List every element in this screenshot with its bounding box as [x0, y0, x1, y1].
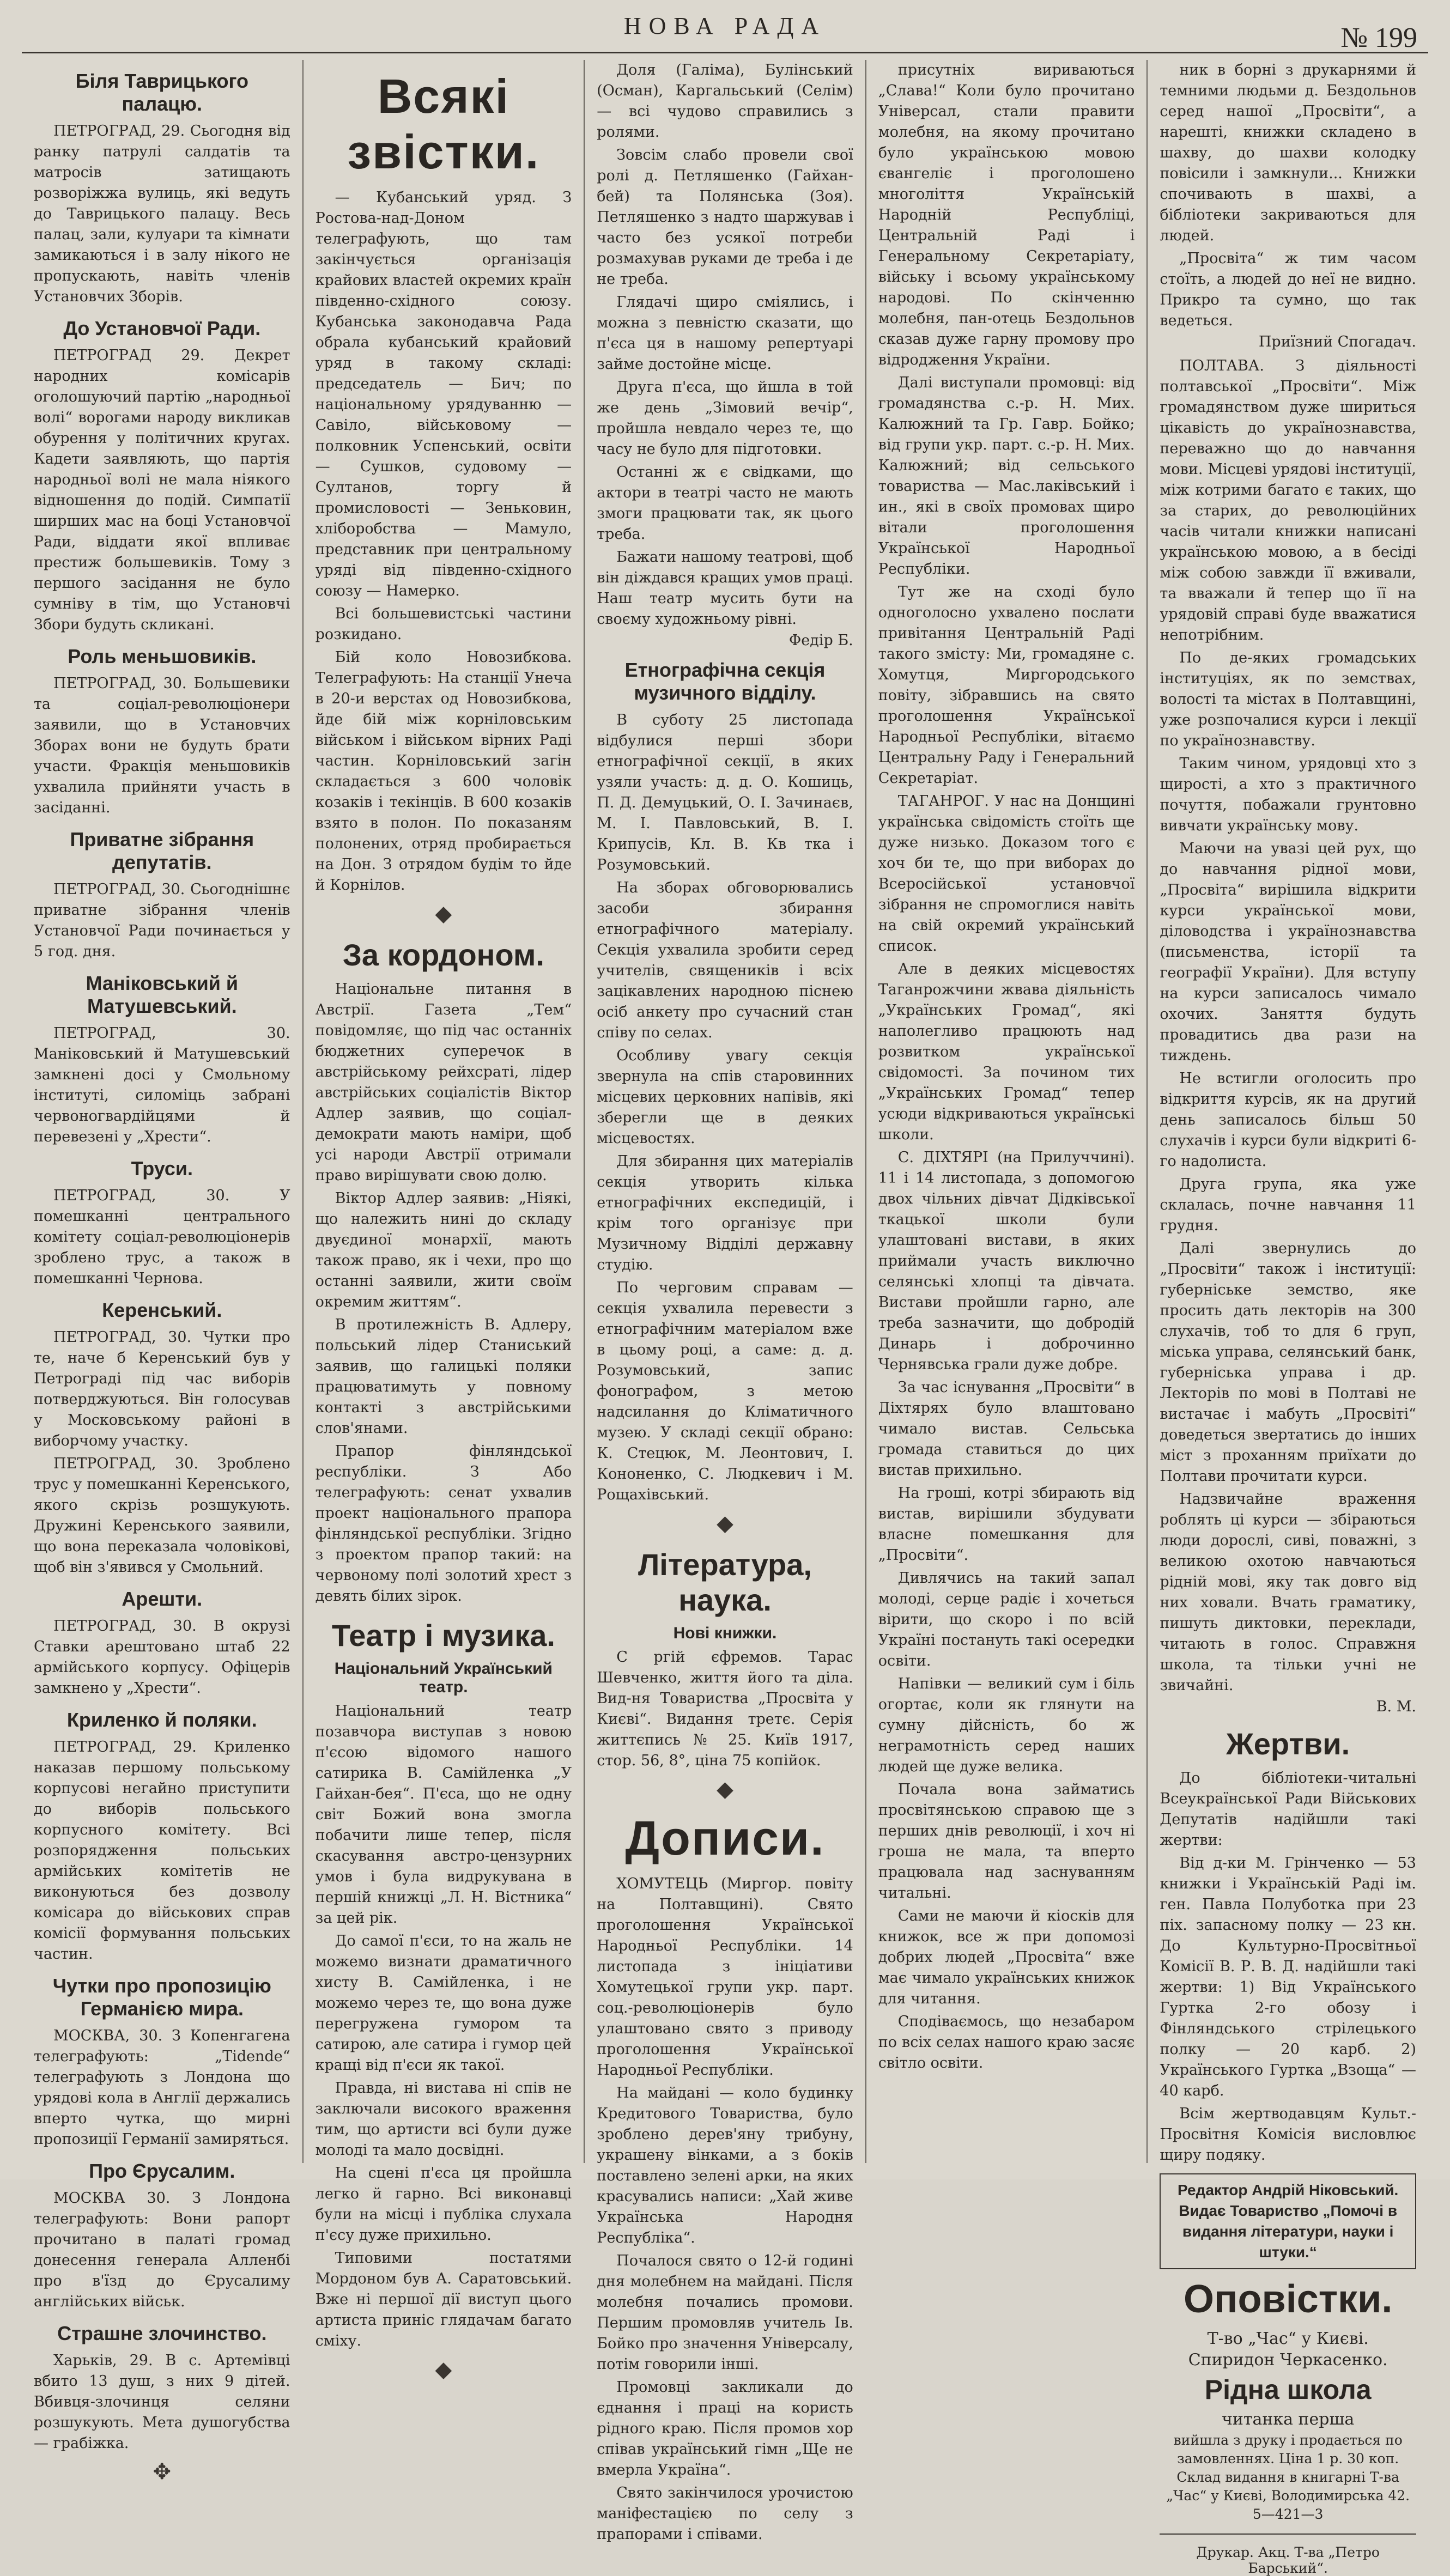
article-text: ТАГАНРОГ. У нас на Донщині українська свідомість стоїть ще дуже низько. Доказом того є хоч би те, що при виборах до Всеросійської установчої зібрання не спромоглися навіть на свій окремий український список. [878, 793, 1135, 955]
article-text: Доля (Галіма), Булінський (Осман), Каргальський (Селім) — всі чудово справились з ролями. [597, 62, 853, 141]
article-text: ПЕТРОГРАД, 30. Большевики та соціал-революціонери заявили, що в Установчих Зборах вони не будуть брати участи. Фракція меньшовиків ухвалила прийняти участь в засіданні. [34, 675, 290, 816]
headline: До Установчої Ради. [63, 317, 261, 339]
section-title: Театр і музика. [331, 1618, 555, 1652]
article-text: ПЕТРОГРАД, 30. В окрузі Ставки арештовано штаб 22 армійського корпусу. Офіцерів замкнено у „Хрести“. [34, 1618, 290, 1697]
article-text: В суботу 25 листопада відбулися перші збори етнографічної секції, в яких узяли участь: д. д. О. Кошиць, П. Д. Демуцький, О. І. Зачинаєв, М. І. Павловський, В. І. Крипусів, Кл. В. Кв тка і Розумовський. [597, 712, 853, 873]
headline: Приватне зібрання депутатів. [70, 828, 254, 873]
ornament: ◆ [717, 1777, 733, 1802]
column-2 [304, 60, 585, 2382]
masthead [22, 0, 1428, 53]
ornament: ◆ [717, 1511, 733, 1536]
headline: Керенський. [102, 1299, 222, 1321]
signature: Приїзний Спогадач. [1258, 333, 1416, 350]
article-text: Почала вона займатись просвітянською справою ще з перших днів революції, і хоч ні гроша не мала, та вперто працювала над заснуванням читальні. [878, 1781, 1135, 1901]
article-text: Типовими постатями Мордоном був А. Саратовський. Вже ні першої дії виступ цього артиста приніс глядачам багато сміху. [315, 2250, 572, 2349]
article-text: ПЕТРОГРАД, 30. Сьогоднішнє приватне зібрання членів Установчої Ради починається у 5 год. дня. [34, 881, 290, 960]
article-text: ник в борні з друкарнями й темними людьми д. Бездольнов серед нашої „Просвіти“, а нарешті, книжки складено в шахву, до шахви колодку повісили і замкнули... Книжки спочивають в шахві, а бібліотеки закриваються для людей. [1160, 62, 1416, 244]
article-text: Не встигли оголосить про відкриття курсів, як на другий день записалось більш 50 слухачів і курси були відкриті 6-го надолиста. [1160, 1070, 1416, 1170]
column-5 [1148, 60, 1428, 2576]
ornament: ✥ [153, 2459, 172, 2484]
article-text: Від д-ки М. Грінченко — 53 книжки і Українській Раді ім. ген. Павла Полуботка при 23 піх. запасному полку — 23 кн. До Культурно-Просвітньої Комісії В. Р. В. Д. надійшли такі жертви: 1) Від Українського Гуртка 2-го обозу і Фінляндського стрілецького полку — 20 карб. 2) Українського Гуртка „Взоща“ — 40 карб. [1160, 1855, 1416, 2099]
article-text: Промовці закликали до єднання і праці на користь рідного краю. Після промов хор співав український гімн „Ще не вмерла Україна“. [597, 2379, 853, 2478]
article-text: ПЕТРОГРАД, 30. Маніковський й Матушевський замкнені досі у Смольному інституті, силоміць забрані червоногвардійцями й перевезені у „Хрести“. [34, 1025, 290, 1145]
article-text: Але в деяких місцевостях Таганрожчини жвава діяльність „Українських Громад“, які наполегливо працюють над розвитком української свідомості. За почином тих „Українських Громад“ тепер усюди відкриваються українські школи. [878, 961, 1135, 1143]
article-text: Віктор Адлер заявив: „Ніякі, що належить нині до складу двуєдиної монархії, мають також право, як і чехи, про що останні заявили, жити своїм окремим життям“. [315, 1190, 572, 1310]
ornament: ◆ [435, 2357, 452, 2382]
divider [1160, 2534, 1416, 2535]
ad-subtitle: читанка перша [1222, 2410, 1355, 2429]
article-text: До самої п'єси, то на жаль не можемо визнати драматичного хисту В. Самійленка, і не можемо через те, що вона дуже перегружена гумором та сатирою, але сатира і гумор цей кращі від п'єси як такої. [315, 1933, 572, 2074]
article-text: На сцені п'єса ця пройшла легко й гарно. Всі виконавці були на місці і публіка слухала п'єсу дуже прихильно. [315, 2165, 572, 2244]
article-text: Всім жертводавцям Культ.-Просвітня Комісія висловлює щиру подяку. [1160, 2105, 1416, 2164]
article-text: Бажати нашому театрові, щоб він діждався кращих умов праці. Наш театр мусить бути на своєму художньому рівні. [597, 549, 853, 628]
article-text: За час існування „Просвіти“ в Діхтярях було влаштовано чимало вистав. Сельська громада ставиться до цих вистав прихильно. [878, 1379, 1135, 1479]
subheadline: Нові книжки. [673, 1624, 777, 1642]
section-title: Дописи. [625, 1811, 825, 1865]
article-text: ПОЛТАВА. З діяльності полтавської „Просвіти“. Між громадянством дуже шириться цікавість до українознавства, переважно що до навчання мови. Місцеві урядові інституції, між котрими багато є таких, що за старих, до революційних часів читали книжки написані українською мовою, а в бесіді між собою завжди її вживали, та вважали й тепер що її на урядовій справі буде вважатися непотрібним. [1160, 357, 1416, 643]
article-text: „Просвіта“ ж тим часом стоїть, а людей до неї не видно. Прикро та сумно, що так ведеться. [1160, 250, 1416, 329]
headline: Етнографічна секція музичного відділу. [624, 659, 826, 704]
subheadline: Національний Український театр. [334, 1660, 553, 1696]
column-4 [866, 60, 1148, 2163]
article-text: Харьків, 29. В с. Артемівці вбито 13 душ, з них 9 дітей. Вбивця-злочинця селяни розшукують. Мета душогубства — грабіжка. [34, 2352, 290, 2452]
columns [22, 60, 1428, 2576]
article-text: На зборах обговорювались засоби збирання етнографічного матеріалу. Секція ухвалила зробити серед учителів, священиків і всіх зацікавлених народною піснею осіб анкету про сучасний стан співу по селах. [597, 879, 853, 1041]
article-text: В протилежність В. Адлеру, польський лідер Станиський заявив, що галицькі поляки працюватимуть у повному контакті з австрійськими слов'янами. [315, 1316, 572, 1437]
headline: Маніковський й Матушевський. [86, 972, 239, 1017]
printer-line: Друкар. Акц. Т-ва „Петро Барський“. [1196, 2544, 1380, 2576]
article-text: Свято закінчилося урочистою маніфестацією по селу з прапорами і співами. [597, 2484, 853, 2543]
section-title: Всякі звістки. [347, 69, 540, 179]
editor-box [1160, 2173, 1416, 2269]
article-text: МОСКВА 30. З Лондона телеграфують: Вони рапорт прочитано в палаті громад донесення генерала Алленбі про в'їзд до Єрусалиму англійських військ. [34, 2190, 290, 2310]
masthead-title: НОВА РАДА [623, 13, 827, 39]
article-text: Глядачі щиро сміялись, і можна з певністю сказати, що п'єса ця в нашому репертуарі займе достойне місце. [597, 294, 853, 373]
article-text: Національний театр позавчора виступав з новою п'єсою відомого нашого сатирика В. Самійленка „У Гайхан-бея“. П'єса, що не одну світ Божий вона змогла побачити лише тепер, після скасування австро-цензурних умов і була видрукувана в першій книжці „Л. Н. Вістника“ за цей рік. [315, 1703, 572, 1927]
article-text: Зовсім слабо провели свої ролі д. Петляшенко (Гайхан-бей) та Полянська (Зоя). Петляшенко з надто шаржував і часто без усякої потреби розмахував руками де треба і де не треба. [597, 147, 853, 288]
article-text: ПЕТРОГРАД, 30. Чутки про те, наче б Керенський був у Петрограді під час виборів потверджуються. Він голосував у Московському районі в виборчому участку. [34, 1329, 290, 1449]
headline: Про Єрусалим. [89, 2160, 235, 2182]
article-text: ПЕТРОГРАД, 30. Зроблено трус у помешканні Керенського, якого скрізь розшукують. Дружині Керенського заявили, що вона переказала чоловікові, щоб він з'явився у Смольний. [34, 1455, 290, 1576]
headline: Арешти. [122, 1588, 203, 1610]
article-text: Сами не маючи й кіосків для книжок, все ж при допомозі добрих людей „Просвіта“ вже має чимало українських книжок для читання. [878, 1907, 1135, 2007]
headline: Роль меньшовиків. [68, 645, 257, 667]
ad-details: вийшла з друку і продається по замовленнях. Ціна 1 р. 30 коп. Склад видання в книгарні Т-ва „Час“ у Києві, Володимирська 42. 5—421—3 [1166, 2432, 1410, 2522]
article-text: Таким чином, урядовці хто з щирості, а хто з практичного почуття, побажали грунтовно вивчати українську мову. [1160, 755, 1416, 834]
section-title: Література, наука. [638, 1547, 812, 1617]
headline: Біля Таврицького палацю. [75, 70, 249, 115]
article-text: Друга група, яка уже склалась, почне навчання 11 грудня. [1160, 1176, 1416, 1234]
article-text: Всі большевистські частини розкидано. [315, 605, 572, 643]
article-text: ХОМУТЕЦЬ (Миргор. повіту на Полтавщині). Свято проголошення Української Народньої Республіки. 14 листопада з ініціативи Хомутецької групи укр. парт. соц.-революціонерів було улаштовано свято з приводу проголошення Української Народньої Республіки. [597, 1875, 853, 2079]
article-text: Для збирання цих матеріалів секція утворить кілька етнографічних експедицій, і крім того організує при Музичному Відділі державну студію. [597, 1153, 853, 1273]
article-text: Друга п'єса, що йшла в той же день „Зімовий вечір“, пройшла невдало через те, що часу не було для підготовки. [597, 379, 853, 458]
article-text: На майдані — коло будинку Кредитового Товариства, було зроблено дерев'яну трибуну, украшену вінками, а з боків поставлено зелені арки, на яких красувались написи: „Хай живе Українська Народня Республіка“. [597, 2085, 853, 2246]
article-text: Дивлячись на такий запал молоді, серце радіє і хочеться вірити, що скоро і по всій Україні постануть такі осередки освіти. [878, 1570, 1135, 1669]
publisher-line: Видає Товариство „Помочі в видання літератури, науки і штуки.“ [1179, 2202, 1398, 2261]
article-text: Далі виступали промовці: від громадянства с.-р. Н. Мих. Калюжний та Гр. Гавр. Бойко; від групи укр. парт. с.-р. Н. Мих. Калюжний; від сельського товариства — Мас.лаківський і ин., які в своїх промовах щиро вітали проголошення Української Народньої Республіки. [878, 374, 1135, 578]
headline: Труси. [131, 1157, 193, 1180]
article-text: ПЕТРОГРАД, 30. У помешканні центрального комітету соціал-революціонерів зроблено трус, а також в помешканні Чернова. [34, 1187, 290, 1287]
article-text: С. ДІХТЯРІ (на Прилуччині). 11 і 14 листопада, з допомогою двох чільних дівчат Дідківської ткацької школи були улаштовані вистави, в яких приймали участь виключно селянські хлопці та дівчата. Вистави пройшли гарно, але треба зазначити, що добродій Динарь і доброчинно Чернявська грали дуже добре. [878, 1149, 1135, 1373]
ad-book-title: Рідна школа [1204, 2374, 1372, 2405]
article-text: Почалося свято о 12-й годині дня молебнем на майдані. Після молебня почались промови. Першим промовляв учитель Ів. Бойко про значення Універсалу, потім говорили інші. [597, 2252, 853, 2373]
ad-author: Спиридон Черкасенко. [1188, 2350, 1388, 2370]
section-title: За кордоном. [342, 938, 544, 972]
headline: Криленко й поляки. [66, 1709, 257, 1731]
column-1 [22, 60, 304, 2484]
article-text: С ргій єфремов. Тарас Шевченко, життя його та діла. Вид-ня Товариства „Просвіта у Києві“. Видання третє. Серія життєпись № 25. Київ 1917, стор. 56, 8°, ціна 75 копійок. [597, 1649, 853, 1769]
article-text: Бій коло Новозибкова. Телеграфують: На станції Унеча в 20-и верстах од Новозибкова, йде бій між корніловським військом і військом вірних Раді частин. Корніловський загін складається з 600 чоловік козаків і текінців. В 600 козаків взято в полон. По показаням полонених, отряд пробирається на Дон. З отрядом будім то йде й Корнілов. [315, 649, 572, 894]
article-text: Напівки — великий сум і біль огортає, коли як глянути на сумну дійсність, бо ж неграмотність серед наших людей ще дуже велика. [878, 1675, 1135, 1775]
article-text: присутніх вириваються „Слава!“ Коли було прочитано Універсал, стали правити молебня, на якому прочитано було українською мовою євангеліє і проголошено многоліття Українській Народній Республіці, Центральній Раді і Генеральному Секретаріату, війську і всьому українському народові. По скінченню молебня, пан-отець Бездольнов сказав дуже гарну промову про відродження України. [878, 62, 1135, 368]
article-text: МОСКВА, 30. З Копенгагена телеграфують: „Tidende“ телеграфують з Лондона що урядові кола в Англії держались вперто чутка, що мирні пропозиції Германії замиряться. [34, 2027, 290, 2148]
article-text: — Кубанський уряд. З Ростова-над-Доном телеграфують, що там закінчується організація крайових властей окремих країн південно-східного союзу. Кубанська законодавча Рада обрала кубанський крайовий уряд в такому складі: председатель — Бич; по національному урядуванню — Савіло, військовому — полковник Успенський, освіти — Сушков, судовому — Султанов, торгу й промисловості — Зеньковин, хліборобства — Мамуло, представник при центральному уряді від південно-східного союзу — Намерко. [315, 189, 572, 599]
signature: Федір Б. [788, 632, 853, 649]
article-text: На гроші, котрі збирають від вистав, вирішили збудувати власне помешкання для „Просвіти“. [878, 1485, 1135, 1564]
article-text: ПЕТРОГРАД, 29. Криленко наказав першому польському корпусові негайно приступити до виборів польського корпусного комітету. Всі розпорядження польських армійських комітетів не виконуються без дозволу комісара до військових справ комісії формування польських частин. [34, 1739, 290, 1963]
article-text: Сподіваємось, що незабаром по всіх селах нашого краю засяє світло освіти. [878, 2013, 1135, 2071]
editor-line: Редактор Андрій Ніковський. [1178, 2182, 1399, 2198]
article-text: Маючи на увазі цей рух, що до навчання рідної мови, „Просвіта“ вирішила відкрити курси української мови, діловодства і українознавства (письменства, історії та географії України). Для вступу на курси записалось чимало охочих. Заняття будуть провадитись два рази на тиждень. [1160, 840, 1416, 1064]
article-text: По черговим справам — секція ухвалила перевести з етнографічним матеріалом вже в цьому році, а саме: д. д. Розумовський, запис фонографом, з метою надсилання до Кліматичного музею. У складі секції обрано: К. Стецюк, М. Леонтович, І. Кононенко, С. Людкевич і М. Рощахівський. [597, 1279, 853, 1503]
ad-publisher: Т-во „Час“ у Києві. [1207, 2329, 1369, 2348]
article-text: Далі звернулись до „Просвіти“ також і інституції: губерніське земство, яке просить дать лекторів на 300 слухачів, тоб то для 6 груп, міська управа, селянський банк, губерніська управа і др. Лекторів по мові в Полтаві не вистачає і мабуть „Просвіті“ доведеться звертатись до інших міст з проханням приїхати до Полтави прочитати курси. [1160, 1240, 1416, 1485]
article-text: Останні ж є свідками, що актори в театрі часто не мають змоги працювати так, як цього треба. [597, 464, 853, 543]
article-text: ПЕТРОГРАД 29. Декрет народних комісарів оголошуючий партію „народньої волі“ ворогами народу викликав обурення у політичних кругах. Кадети заявляють, що партія народньої волі не мала ніякого відношення до подій. Симпатії ширших мас на боці Установчої Ради, віддати якої впливає престиж большевиків. Тому з першого засідання не було сумніву в тім, що Установчі Збори будуть скликані. [34, 347, 290, 633]
issue-number: № 199 [1340, 22, 1417, 53]
article-text: ПЕТРОГРАД, 29. Сьогодня від ранку патрулі салдатів та матросів затищають розвоpіжжа вулиць, які ведуть до Таврицького палацу. Весь палац, зали, кулуари та кімнати замикаються і в залу нікого не пропускають, навіть членів Установчих Зборів. [34, 123, 290, 305]
article-text: Надзвичайне враження роблять ці курси — збіраються люди дорослі, сиві, поважні, з великою охотою навчаються рідній мові, яку так довго від них ховали. Вчать граматику, пишуть диктовки, переклади, читають в голос. Справжня школа, та тільки учні не звичайні. [1160, 1491, 1416, 1694]
article-text: Тут же на сході було одноголосно ухвалено послати привітання Центральній Раді такого змісту: Ми, громадяне с. Хомутця, Миргородського повіту, зібравшись на свято проголошення Української Народньої Республіки, вітаємо Центральну Раду і Генеральний Секретаріат. [878, 584, 1135, 787]
article-text: Національне питання в Австрії. Газета „Тем“ повідомляє, що під час останніх бюджетних суперечок в австрійському рейхсраті, лідер австрійських соціалістів Віктор Адлер заявив, що соціал-демократи мають наміри, щоб усі народи Австрії отримали право вирішувати свою долю. [315, 981, 572, 1184]
ornament: ◆ [435, 901, 452, 926]
article-text: Прапор фінляндської республіки. З Або телеграфують: сенат ухвалив проект національного прапора фінляндської республіки. Згідно з проектом прапор такий: на червоному полі золотий хрест з девять білих зірок. [315, 1443, 572, 1605]
article-text: Особливу увагу секція звернула на спів старовинних місцевих церковних напівів, які зберегли ще в деяких місцевостях. [597, 1047, 853, 1147]
section-title: Жертви. [1226, 1727, 1350, 1761]
article-text: Правда, ні вистава ні спів не заключали високого враження тим, що артисти всі були дуже молоді та мало досвідні. [315, 2080, 572, 2159]
article-text: По де-яких громадських інституціях, як по земствах, волості та містах в Полтавщині, уже розпочалися курси і лекції по українознавству. [1160, 649, 1416, 749]
column-3 [585, 60, 866, 2543]
signature: В. М. [1376, 1698, 1416, 1715]
headline: Чутки про пропозицію Германією мира. [52, 1974, 271, 2020]
ads-title: Оповістки. [1184, 2277, 1393, 2321]
article-text: До бібліотеки-читальні Всеукраїнської Ради Військових Депутатів надійшли такі жертви: [1160, 1770, 1416, 1849]
headline: Страшне злочинство. [57, 2322, 267, 2344]
